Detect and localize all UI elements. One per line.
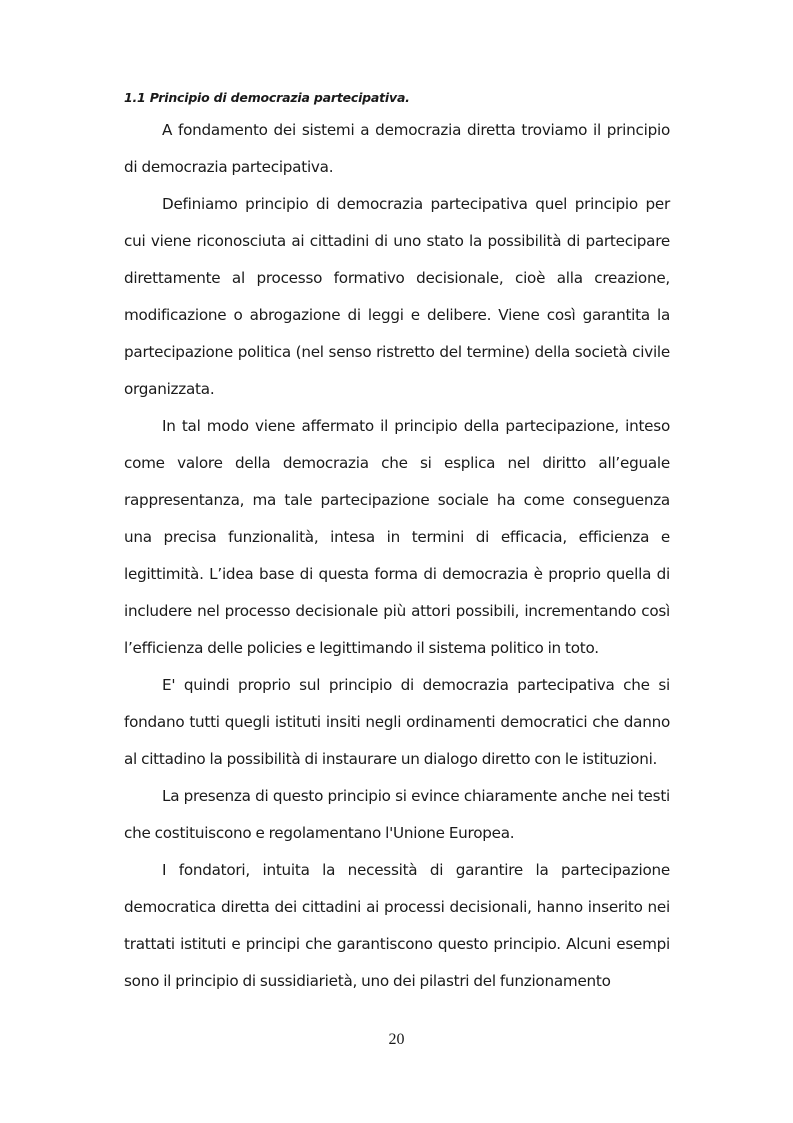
paragraph-2: Definiamo principio di democrazia partecipativa quel principio per cui viene riconosciuta ai cittadini di uno stato la possibilità di partecipare direttamente al processo formativo decisionale, cioè alla creazione, modificazione o abrogazione di leggi e delibere. Viene così garantita la partecipazione politica (nel senso ristretto del termine) della società civile organizzata. bbox=[124, 195, 670, 398]
paragraph-6: I fondatori, intuita la necessità di garantire la partecipazione democratica diretta dei cittadini ai processi decisionali, hanno inserito nei trattati istituti e principi che garantiscono questo principio. Alcuni esempi sono il principio di sussidiarietà, uno dei pilastri del funzionamento bbox=[124, 861, 670, 990]
paragraph-3: In tal modo viene affermato il principio della partecipazione, inteso come valore della democrazia che si esplica nel diritto all’eguale rappresentanza, ma tale partecipazione sociale ha come conseguenza una precisa funzionalità, intesa in termini di efficacia, efficienza e legittimità. L’idea base di questa forma di democrazia è proprio quella di includere nel processo decisionale più attori possibili, incrementando così l’efficienza delle policies e legittimando il sistema politico in toto. bbox=[124, 417, 670, 657]
page-number: 20 bbox=[388, 1031, 405, 1048]
paragraph-5: La presenza di questo principio si evince chiaramente anche nei testi che costituiscono e regolamentano l'Unione Europea. bbox=[124, 787, 670, 842]
paragraph-1: A fondamento dei sistemi a democrazia diretta troviamo il principio di democrazia partecipativa. bbox=[124, 121, 670, 176]
paragraph-4: E' quindi proprio sul principio di democrazia partecipativa che si fondano tutti quegli istituti insiti negli ordinamenti democratici che danno al cittadino la possibilità di instaurare un dialogo diretto con le istituzioni. bbox=[124, 676, 670, 768]
document-page bbox=[124, 86, 670, 1000]
section-title: 1.1 Principio di democrazia partecipativa. bbox=[124, 90, 410, 105]
